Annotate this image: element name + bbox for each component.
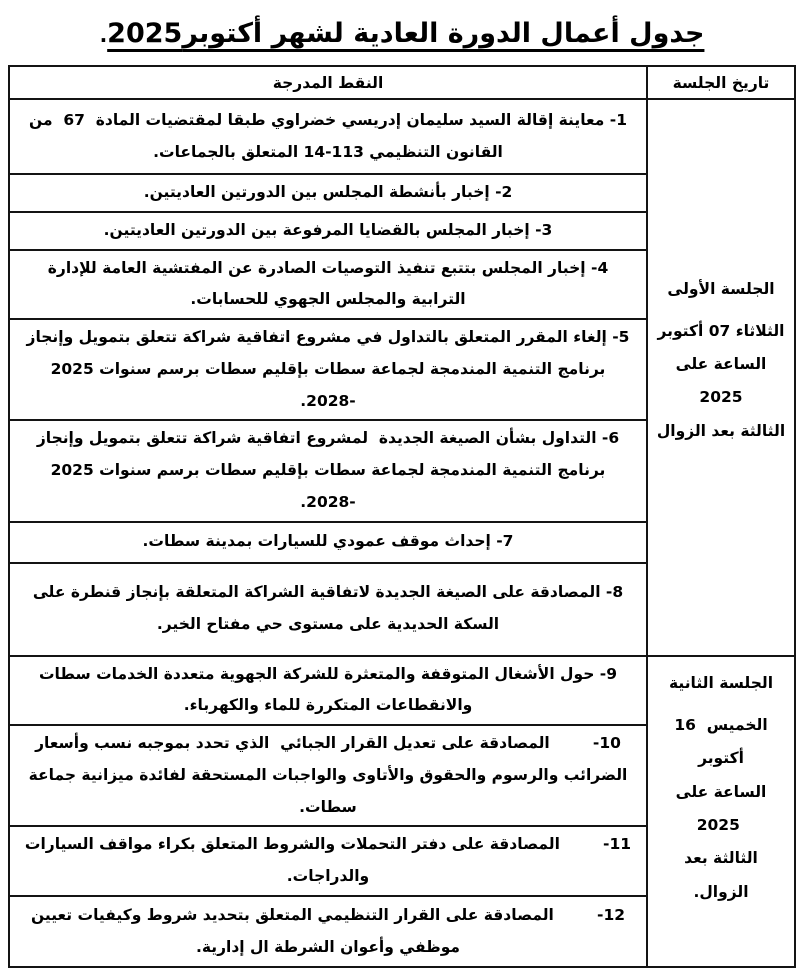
column-header-session-date: تاريخ الجلسة	[646, 67, 794, 100]
agenda-item-4: 4- إخبار المجلس بتتبع تنفيذ التوصيات الصادرة عن المفتشية العامة للإدارة الترابية والمجلس الجهوي للحسابات.	[10, 251, 646, 321]
session-1-date-line: الثلاثاء 07 أكتوبر	[657, 321, 785, 340]
title-period: .	[99, 23, 108, 47]
document-title: جدول أعمال الدورة العادية لشهر أكتوبر2025	[107, 18, 705, 49]
agenda-item-5: 5- إلغاء المقرر المتعلق بالتداول في مشروع اتفاقية شراكة تتعلق بتمويل وإنجاز برنامج التنمية المندمجة لجماعة سطات بإقليم سطات برسم سنوات 2025 -2028.	[10, 320, 646, 421]
agenda-item-9: 9- حول الأشغال المتوقفة والمتعثرة للشركة الجهوية متعددة الخدمات سطات والانقطاعات المتكررة للماء والكهرباء.	[10, 657, 646, 727]
column-header-points: النقط المدرجة	[10, 67, 646, 100]
agenda-item-10: 10- المصادقة على تعديل القرار الجبائي الذي تحدد بموجبه نسب وأسعار الضرائب والرسوم والحقوق والأتاوى والواجبات المستحقة لفائدة ميزانية جماعة سطات.	[10, 726, 646, 827]
agenda-table	[8, 65, 796, 968]
session-1-date-cell	[646, 100, 794, 657]
document-title-wrap	[0, 0, 804, 49]
session-2-items	[10, 657, 646, 966]
session-1-date-line: الثالثة بعد الزوال	[656, 421, 786, 440]
session-2-name: الجلسة الثانية	[668, 673, 774, 692]
agenda-item-7: 7- إحداث موقف عمودي للسيارات بمدينة سطات.	[10, 523, 646, 564]
session-2-date-line: الساعة على 2025	[675, 782, 767, 834]
session-1-date-line: الساعة على 2025	[675, 355, 767, 407]
session-1-name: الجلسة الأولى	[667, 279, 775, 298]
session-2-date-cell	[646, 657, 794, 966]
agenda-item-8: 8- المصادقة على الصيغة الجديدة لاتفاقية الشراكة المتعلقة بإنجاز قنطرة على السكة الحديدية على مستوى حي مفتاح الخير.	[32, 583, 624, 634]
agenda-item-1: 1- معاينة إقالة السيد سليمان إدريسي خضراوي طبقا لمقتضيات المادة 67 من القانون التنظيمي 113-14 المتعلق بالجماعات.	[10, 100, 646, 175]
agenda-item-12: 12- المصادقة على القرار التنظيمي المتعلق بتحديد شروط وكيفيات تعيين موظفي وأعوان الشرطة ال إدارية.	[30, 905, 626, 956]
agenda-item-2: 2- إخبار بأنشطة المجلس بين الدورتين العاديتين.	[10, 175, 646, 213]
session-1-items	[10, 100, 646, 657]
agenda-item-6: 6- التداول بشأن الصيغة الجديدة لمشروع اتفاقية شراكة تتعلق بتمويل وإنجاز برنامج التنمية المندمجة لجماعة سطات بإقليم سطات برسم سنوات 2025 -2028.	[10, 421, 646, 522]
agenda-item-3: 3- إخبار المجلس بالقضايا المرفوعة بين الدورتين العاديتين.	[10, 213, 646, 251]
agenda-item-11: 11- المصادقة على دفتر التحملات والشروط المتعلق بكراء مواقف السيارات والدراجات.	[10, 827, 646, 897]
session-2-date-line: الخميس 16 أكتوبر	[674, 715, 768, 768]
session-2-date-line: الثالثة بعد الزوال.	[684, 849, 758, 901]
